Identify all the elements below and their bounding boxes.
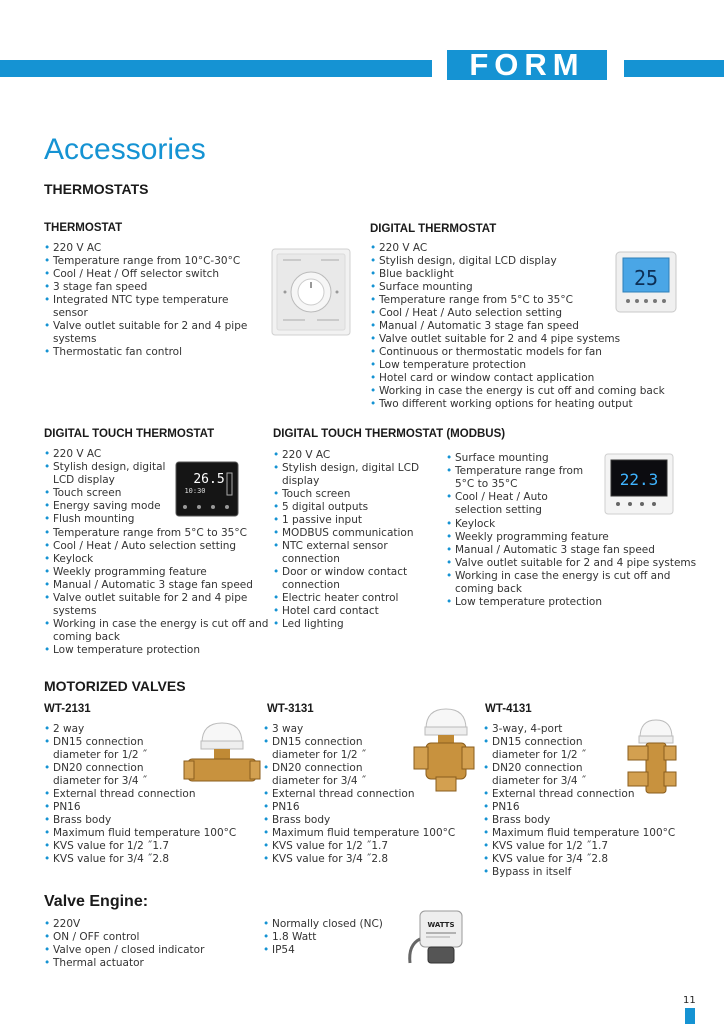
feature-item: • Led lighting (273, 618, 438, 631)
thermostat-title: THERMOSTAT (44, 222, 123, 234)
feature-item: • Thermal actuator (44, 957, 244, 970)
feature-item: • Weekly programming feature (44, 566, 272, 579)
digital-thermostat-title: DIGITAL THERMOSTAT (370, 223, 497, 235)
feature-item: • Flush mounting (44, 513, 172, 526)
feature-item: • Low temperature protection (44, 644, 272, 657)
feature-item: • Integrated NTC type temperature sensor (44, 294, 264, 320)
wt4131-title: WT-4131 (485, 703, 532, 715)
modbus-features-right-top (446, 452, 596, 517)
feature-item: • DN15 connection diameter for 1/2 ˝ (44, 736, 189, 762)
page-number-marker (685, 1008, 695, 1024)
feature-item: • MODBUS communication (273, 527, 438, 540)
feature-item: • Normally closed (NC) (263, 918, 403, 931)
touch-thermostat-title: DIGITAL TOUCH THERMOSTAT (44, 428, 215, 440)
feature-item: • Brass body (44, 814, 244, 827)
feature-item: • Working in case the energy is cut off and coming back (44, 618, 272, 644)
feature-item: • Low temperature protection (370, 359, 670, 372)
feature-item: • KVS value for 3/4 ˝2.8 (44, 853, 244, 866)
page-number: 11 (683, 995, 696, 1006)
feature-item: • NTC external sensor connection (273, 540, 438, 566)
feature-item: • Valve outlet suitable for 2 and 4 pipe systems (44, 320, 264, 346)
feature-item: • PN16 (263, 801, 463, 814)
touch-thermostat-features-top (44, 448, 172, 526)
feature-item: • Blue backlight (370, 268, 670, 281)
header-bar-left (0, 60, 432, 77)
wt3131-features-bottom (263, 788, 463, 866)
feature-item: • Cool / Heat / Off selector switch (44, 268, 264, 281)
feature-item: • 1.8 Watt (263, 931, 403, 944)
modbus-thermostat-image (604, 453, 674, 515)
feature-item: • KVS value for 1/2 ˝1.7 (483, 840, 683, 853)
feature-item: • Energy saving mode (44, 500, 172, 513)
modbus-thermostat-title: DIGITAL TOUCH THERMOSTAT (MODBUS) (273, 428, 506, 440)
feature-item: • Temperature range from 10°C-30°C (44, 255, 264, 268)
feature-item: • Weekly programming feature (446, 531, 706, 544)
feature-item: • Manual / Automatic 3 stage fan speed (370, 320, 670, 333)
feature-item: • 5 digital outputs (273, 501, 438, 514)
valve-engine-title: Valve Engine: (44, 893, 149, 910)
modbus-features-right-bottom (446, 518, 706, 609)
feature-item: • Low temperature protection (446, 596, 706, 609)
feature-item: • DN20 connection diameter for 3/4 ˝ (44, 762, 189, 788)
feature-item: • Hotel card contact (273, 605, 438, 618)
feature-item: • Touch screen (273, 488, 438, 501)
feature-item: • 220 V AC (44, 242, 264, 255)
wt4131-features-bottom (483, 788, 683, 879)
wt4131-features-top (483, 723, 633, 788)
feature-item: • Temperature range from 5°C to 35°C (446, 465, 596, 491)
feature-item: • Cool / Heat / Auto selection setting (44, 540, 272, 553)
modbus-features-left (273, 449, 438, 631)
feature-item: • ON / OFF control (44, 931, 244, 944)
feature-item: • Cool / Heat / Auto selection setting (370, 307, 670, 320)
page-title: Accessories (44, 133, 206, 166)
header-bar-right (624, 60, 724, 77)
feature-item: • Manual / Automatic 3 stage fan speed (446, 544, 706, 557)
feature-item: • 220 V AC (273, 449, 438, 462)
feature-item: • Door or window contact connection (273, 566, 438, 592)
feature-item: • DN15 connection diameter for 1/2 ˝ (263, 736, 413, 762)
feature-item: • Surface mounting (370, 281, 670, 294)
feature-item: • KVS value for 1/2 ˝1.7 (44, 840, 244, 853)
feature-item: • 3-way, 4-port (483, 723, 633, 736)
feature-item: • Thermostatic fan control (44, 346, 264, 359)
wt2131-valve-image (182, 715, 262, 791)
feature-item: • Working in case the energy is cut off and coming back (446, 570, 706, 596)
feature-item: • Temperature range from 5°C to 35°C (370, 294, 670, 307)
form-logo: FORM (447, 50, 607, 80)
wt4131-valve-image (624, 718, 680, 796)
digital-thermostat-image (615, 251, 677, 313)
valves-section-title: MOTORIZED VALVES (44, 678, 186, 694)
valve-engine-features-right (263, 918, 403, 957)
svg-text:10:30: 10:30 (184, 487, 206, 495)
feature-item: • Electric heater control (273, 592, 438, 605)
feature-item: • Surface mounting (446, 452, 596, 465)
feature-item: • Two different working options for heating output (370, 398, 670, 411)
feature-item: • KVS value for 3/4 ˝2.8 (483, 853, 683, 866)
wt2131-title: WT-2131 (44, 703, 91, 715)
wt2131-features-top (44, 723, 189, 788)
feature-item: • External thread connection (44, 788, 244, 801)
feature-item: • KVS value for 3/4 ˝2.8 (263, 853, 463, 866)
feature-item: • Stylish design, digital LCD display (44, 461, 172, 487)
feature-item: • Bypass in itself (483, 866, 683, 879)
feature-item: • Hotel card or window contact application (370, 372, 670, 385)
feature-item: • Cool / Heat / Auto selection setting (446, 491, 596, 517)
feature-item: • PN16 (44, 801, 244, 814)
valve-actuator-image (404, 905, 466, 975)
feature-item: • DN20 connection diameter for 3/4 ˝ (263, 762, 413, 788)
feature-item: • Touch screen (44, 487, 172, 500)
wt3131-features-top (263, 723, 413, 788)
svg-text:26.5: 26.5 (193, 472, 225, 487)
svg-text:22.3: 22.3 (619, 470, 659, 489)
feature-item: • Maximum fluid temperature 100°C (44, 827, 244, 840)
wt3131-valve-image (412, 705, 476, 793)
feature-item: • 1 passive input (273, 514, 438, 527)
feature-item: • IP54 (263, 944, 403, 957)
feature-item: • Stylish design, digital LCD display (273, 462, 438, 488)
feature-item: • KVS value for 1/2 ˝1.7 (263, 840, 463, 853)
wt2131-features-bottom (44, 788, 244, 866)
thermostat-image (271, 248, 351, 336)
feature-item: • 220V (44, 918, 244, 931)
feature-item: • Brass body (263, 814, 463, 827)
feature-item: • Keylock (446, 518, 706, 531)
feature-item: • 3 way (263, 723, 413, 736)
touch-thermostat-image (175, 461, 239, 517)
feature-item: • Maximum fluid temperature 100°C (263, 827, 463, 840)
feature-item: • Keylock (44, 553, 272, 566)
feature-item: • Maximum fluid temperature 100°C (483, 827, 683, 840)
feature-item: • PN16 (483, 801, 683, 814)
feature-item: • Brass body (483, 814, 683, 827)
wt3131-title: WT-3131 (267, 703, 314, 715)
feature-item: • Manual / Automatic 3 stage fan speed (44, 579, 272, 592)
feature-item: • Temperature range from 5°C to 35°C (44, 527, 272, 540)
feature-item: • 220 V AC (370, 242, 670, 255)
feature-item: • Valve outlet suitable for 2 and 4 pipe systems (446, 557, 706, 570)
feature-item: • External thread connection (483, 788, 683, 801)
valve-engine-features-left (44, 918, 244, 970)
feature-item: • Valve outlet suitable for 2 and 4 pipe systems (44, 592, 272, 618)
feature-item: • 220 V AC (44, 448, 172, 461)
feature-item: • Working in case the energy is cut off and coming back (370, 385, 670, 398)
feature-item: • DN15 connection diameter for 1/2 ˝ (483, 736, 633, 762)
feature-item: • 2 way (44, 723, 189, 736)
thermostats-section-title: THERMOSTATS (44, 181, 149, 197)
touch-thermostat-features-bottom (44, 527, 272, 657)
feature-item: • Continuous or thermostatic models for fan (370, 346, 670, 359)
thermostat-feature-list (44, 242, 264, 359)
svg-text:WATTS: WATTS (427, 921, 455, 929)
feature-item: • 3 stage fan speed (44, 281, 264, 294)
feature-item: • Valve open / closed indicator (44, 944, 244, 957)
feature-item: • Stylish design, digital LCD display (370, 255, 670, 268)
feature-item: • External thread connection (263, 788, 463, 801)
feature-item: • Valve outlet suitable for 2 and 4 pipe systems (370, 333, 670, 346)
svg-text:25: 25 (633, 266, 659, 290)
feature-item: • DN20 connection diameter for 3/4 ˝ (483, 762, 633, 788)
